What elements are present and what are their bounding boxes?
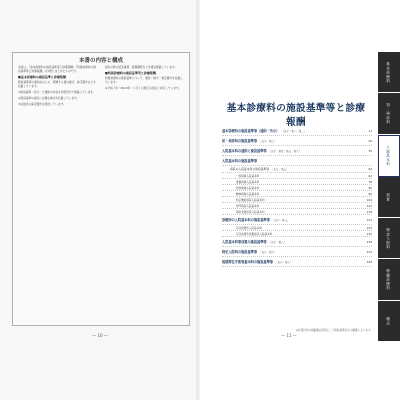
intro-title: 本書の内容と構成 [78, 58, 123, 64]
side-index-tab[interactable]: 特掲診療料 [378, 259, 400, 300]
toc-entry[interactable] [222, 257, 372, 267]
intro-section-heading: ■特掲診療料の施設基準等と診療報酬 [105, 71, 156, 75]
toc-entry-label: 一般病棟入院基本料 [236, 174, 260, 178]
toc-entry-label: 短期滞在手術等基本料の施設基準等 [222, 260, 273, 264]
intro-paragraph: ③点数表の算定要件を併記しています。 [18, 102, 66, 106]
intro-paragraph: ①施設基準（告示）と通知の内容を対照形式で掲載しています。 [18, 90, 96, 94]
toc-page-number: 35 [368, 148, 372, 153]
toc-entry[interactable] [222, 126, 372, 136]
intro-paragraph: ※令和２年（2020年）４月１日施行の改定に対応しています。 [105, 86, 182, 90]
toc-footnote: ※各項目内の掲載順は原則として施設基準告示の順番によります。 [295, 329, 373, 332]
toc-page-number: 123 [366, 225, 372, 230]
toc-entry-label: 障害者施設等入院基本料 [236, 210, 265, 214]
intro-paragraph: 施設基準等の通知をはじめ、関連する届出様式、算定要件などを収載しています。 [18, 80, 96, 88]
toc-entry-note: ［告示・第十］ [275, 260, 293, 264]
toc-entry-label: 基本診療料の施設基準等（通則・告示） [222, 129, 280, 133]
toc-entry-label: 入院基本料等加算の施設基準等 [222, 240, 267, 244]
toc-entry[interactable] [222, 146, 372, 156]
toc-entry[interactable] [222, 247, 372, 257]
toc-entry-note: ［告示・第五］ [271, 218, 290, 222]
toc-entry-note: ［告示・第四、第五、第六］ [268, 149, 302, 153]
toc-entry[interactable] [222, 237, 372, 247]
toc-page-number: 78 [368, 179, 372, 184]
toc-entry-label: 専門病院入院基本料 [236, 204, 260, 208]
toc-page-number: 112 [366, 203, 372, 208]
toc-entry-label: 入院基本料の通則と施設基準等 [222, 149, 267, 153]
toc-page-number: 11 [368, 128, 372, 133]
toc-entry-note: ［告示・第一、第二］ [281, 129, 307, 133]
toc-entry-note: ［告示・第八］ [268, 240, 287, 244]
intro-frame [12, 52, 190, 326]
side-index-tab[interactable]: 様式 [378, 301, 400, 342]
page-number-right: — 11 — [281, 333, 297, 338]
toc-page-number: 232 [366, 249, 372, 254]
toc-entry[interactable] [222, 166, 372, 173]
toc-entry[interactable] [222, 215, 372, 225]
side-index-tab[interactable]: 入院基本料 [378, 135, 400, 177]
toc-entry-label: 診療所の入院基本料の施設基準等 [222, 218, 270, 222]
intro-paragraph: ②施設基準の届出に必要な様式を収載しています。 [18, 96, 80, 100]
toc-entry-note: ［告示・第九］ [259, 250, 277, 254]
toc-entry-note: ［告示・第三］ [259, 139, 277, 143]
intro-paragraph: 特掲診療料の施設基準について、通知・様式・算定要件を収載しています。 [105, 76, 183, 84]
toc-page-number: 96 [368, 191, 372, 196]
side-index-tab[interactable]: 初・再診料 [378, 93, 400, 134]
toc-entry-note: ［告示・第五］ [271, 168, 289, 171]
toc-page-number: 62 [368, 167, 372, 171]
side-index-tab[interactable]: 特定入院料 [378, 218, 400, 259]
toc-entry-label: 精神病棟入院基本料 [236, 192, 260, 196]
side-index-tabs [378, 52, 400, 342]
intro-column-left [18, 65, 98, 320]
toc-entry-label: 結核病棟入院基本料 [236, 186, 260, 190]
table-of-contents [222, 126, 372, 267]
intro-paragraph: 本書は、『基本診療料の施設基準等と診療報酬』『特掲診療料の施設基準等と診療報酬』を1冊にまとめたものです。 [18, 65, 96, 73]
toc-page-number: 104 [366, 197, 372, 202]
toc-page-number: 118 [366, 209, 372, 214]
toc-page-number: 338 [366, 259, 372, 264]
toc-entry-label: 有床診療所療養病床入院基本料 [236, 232, 273, 236]
toc-entry-label: 初・再診料の施設基準等 [222, 139, 258, 143]
toc-entry-label: 有床診療所入院基本料 [236, 226, 262, 230]
chapter-title: 基本診療料の施設基準等と診療報酬 [226, 103, 366, 128]
toc-page-number: 90 [368, 185, 372, 190]
toc-entry[interactable] [222, 136, 372, 146]
toc-page-number: 130 [366, 231, 372, 236]
toc-entry-label: 特定機能病院入院基本料 [236, 198, 265, 202]
toc-page-number: 62 [368, 173, 372, 178]
toc-page-number: 123 [366, 217, 372, 222]
intro-section-heading: ■基本診療料の施設基準と診療報酬 [18, 75, 66, 79]
toc-entry-label: 特定入院料の施設基準等 [222, 250, 258, 254]
page-number-left: — 10 — [92, 333, 108, 338]
toc-page-number: 20 [368, 138, 372, 143]
intro-paragraph: 届出の際の留意事項、疑義解釈などを適宜掲載しています。 [105, 65, 178, 69]
side-index-tab[interactable]: 加算 [378, 177, 400, 218]
side-index-tab[interactable]: 基本診療料 [378, 52, 400, 93]
toc-entry-label: 入院基本料の施設基準等 [222, 159, 258, 163]
toc-entry-label: 病院の入院基本料の施設基準等 [230, 167, 270, 171]
intro-column-right [105, 65, 185, 320]
toc-entry-label: 療養病棟入院基本料 [236, 180, 260, 184]
toc-entry[interactable] [222, 156, 372, 166]
toc-page-number: 138 [366, 239, 372, 244]
